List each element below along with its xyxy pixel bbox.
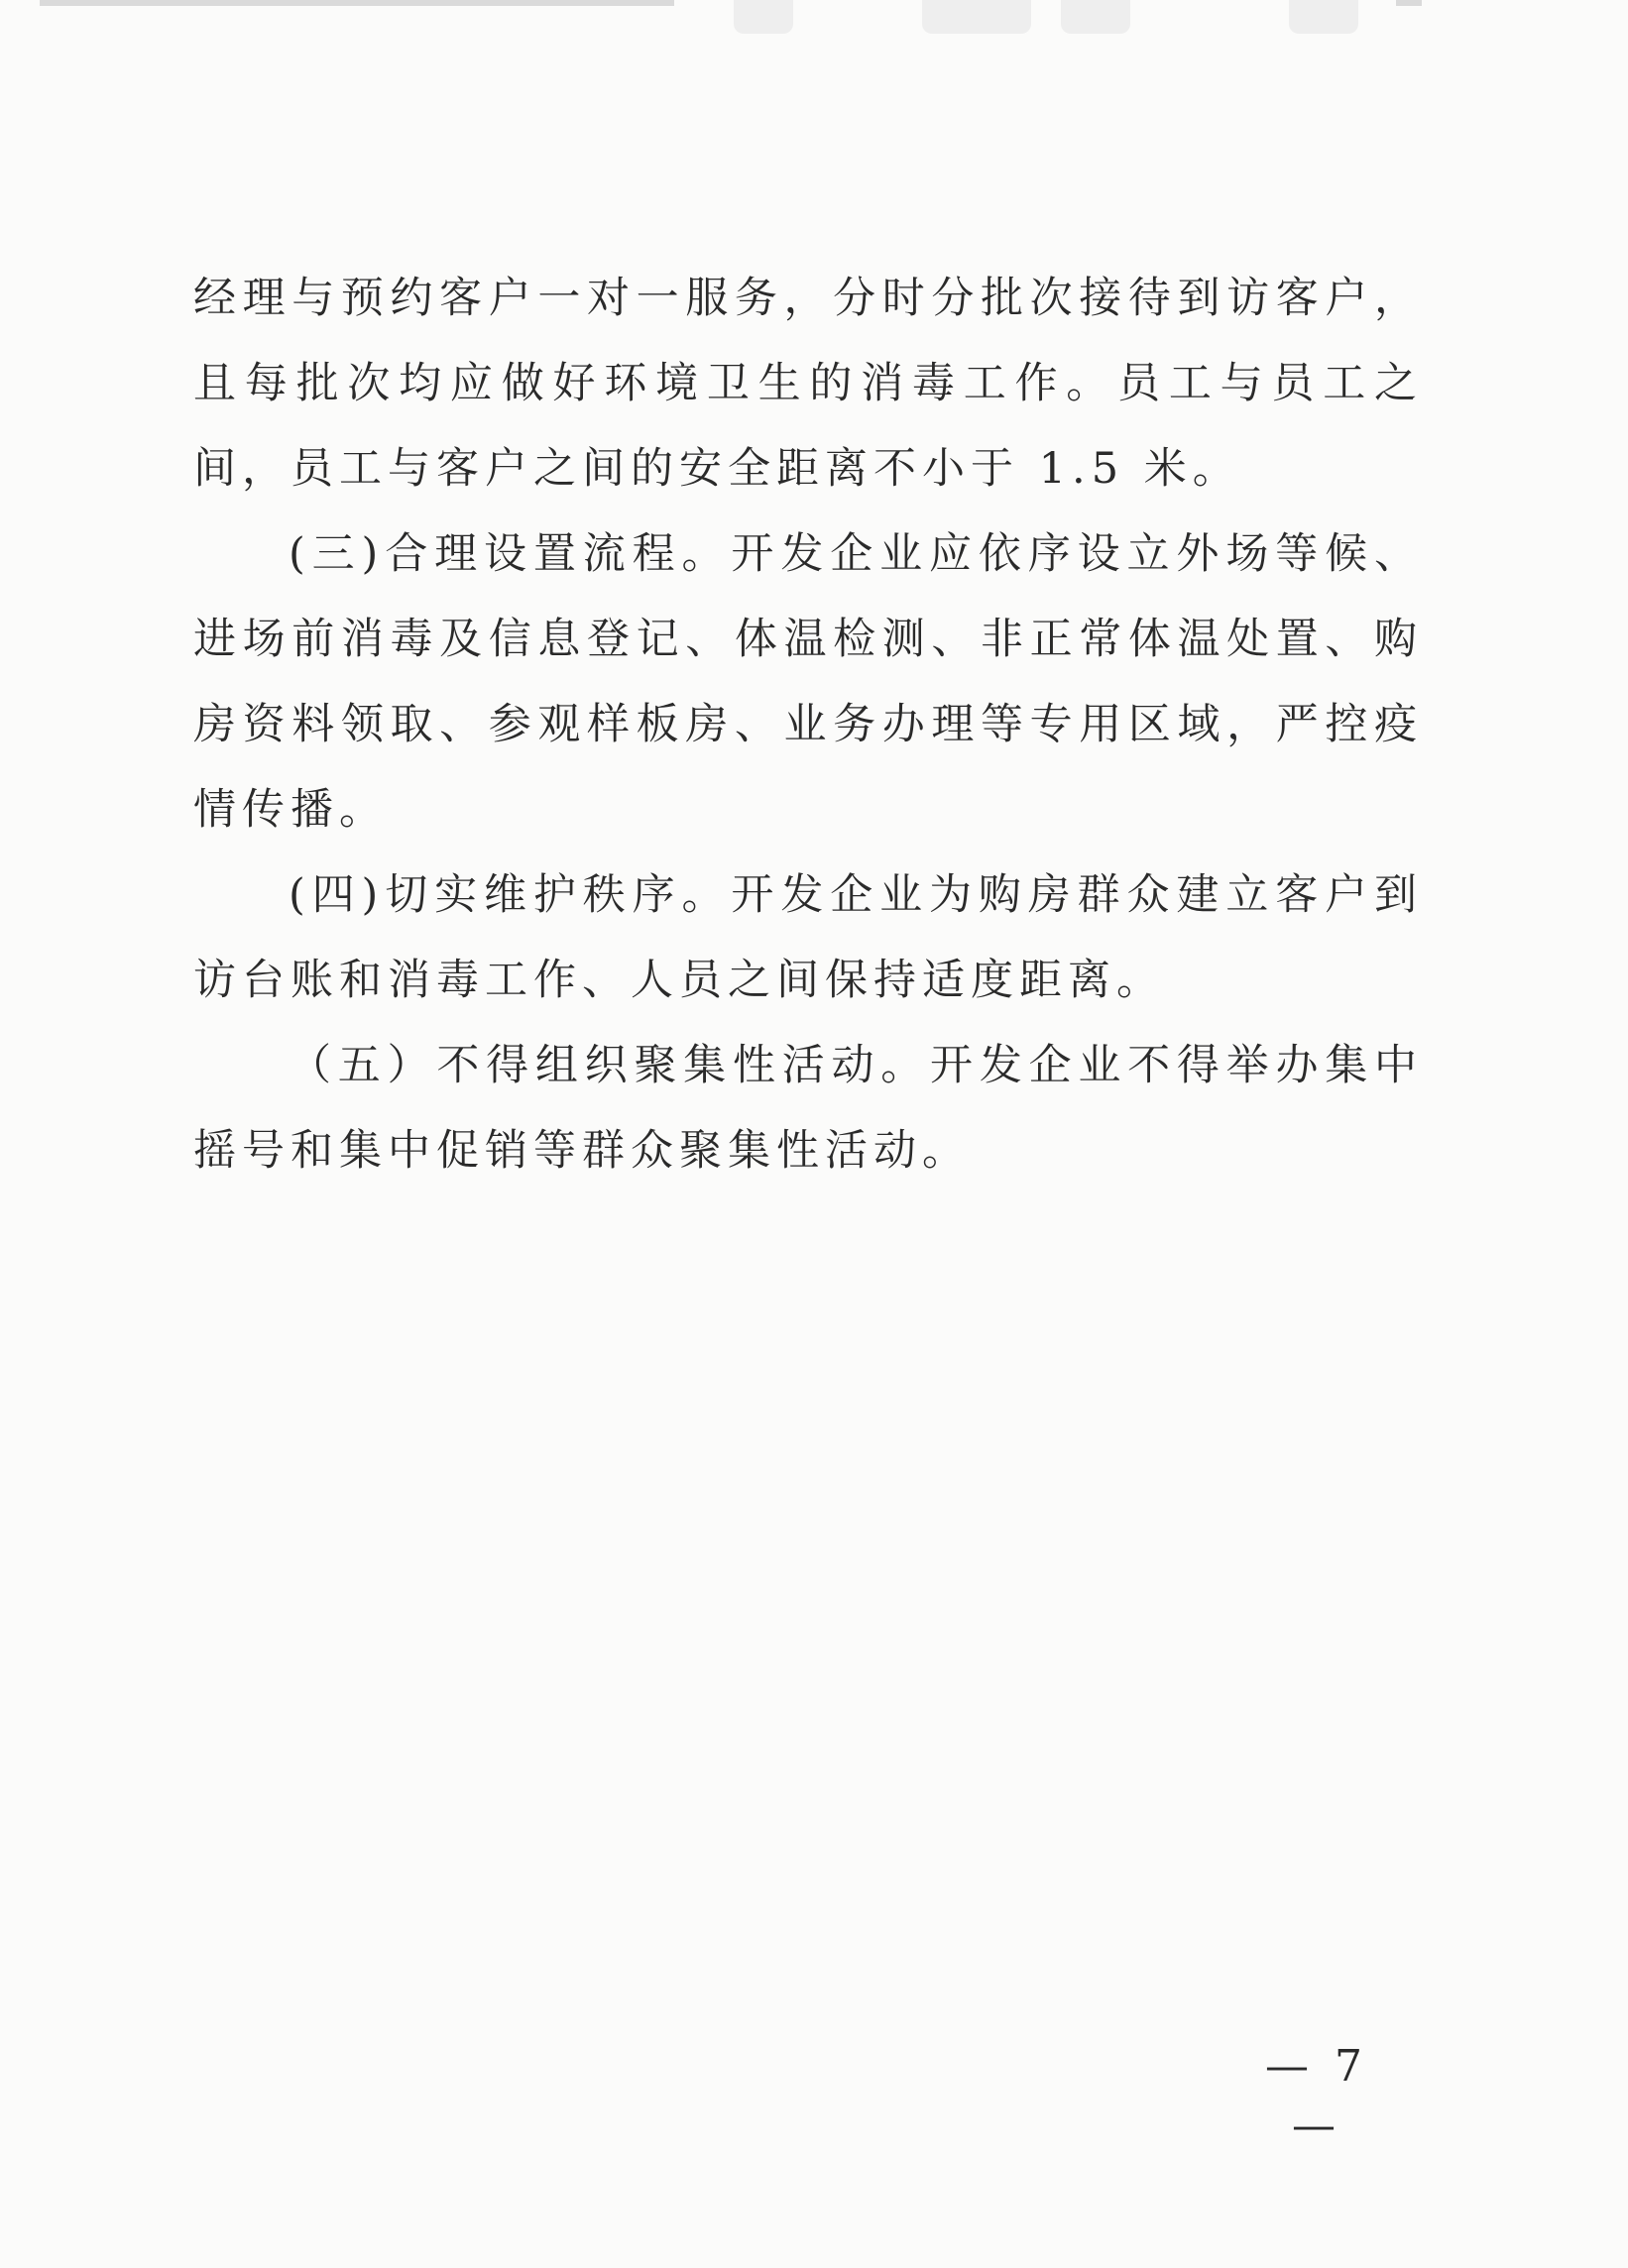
scan-artifact-blob — [1061, 0, 1130, 34]
paragraph-section-5: （五）不得组织聚集性活动。开发企业不得举办集中摇号和集中促销等群众聚集性活动。 — [193, 1041, 1423, 1176]
scan-artifact-bar — [40, 0, 674, 6]
scan-artifact-blob — [922, 0, 1031, 34]
scan-artifact-blob — [1289, 0, 1358, 34]
page-number: — 7 — — [1265, 2041, 1368, 2151]
scan-artifact-bar — [1396, 0, 1422, 6]
body-text — [193, 256, 1423, 1193]
paragraph-section-3: (三)合理设置流程。开发企业应依序设立外场等候、进场前消毒及信息登记、体温检测、非正常体温处置、购房资料领取、参观样板房、业务办理等专用区域，严控疫情传播。 — [193, 529, 1423, 835]
paragraph-continuation: 经理与预约客户一对一服务，分时分批次接待到访客户，且每批次均应做好环境卫生的消毒工作。员工与员工之间，员工与客户之间的安全距离不小于 1.5 米。 — [193, 274, 1423, 494]
scan-artifact-blob — [734, 0, 793, 34]
scan-artifacts — [0, 0, 1628, 59]
paragraph-section-4: (四)切实维护秩序。开发企业为购房群众建立客户到访台账和消毒工作、人员之间保持适度距离。 — [193, 870, 1423, 1005]
